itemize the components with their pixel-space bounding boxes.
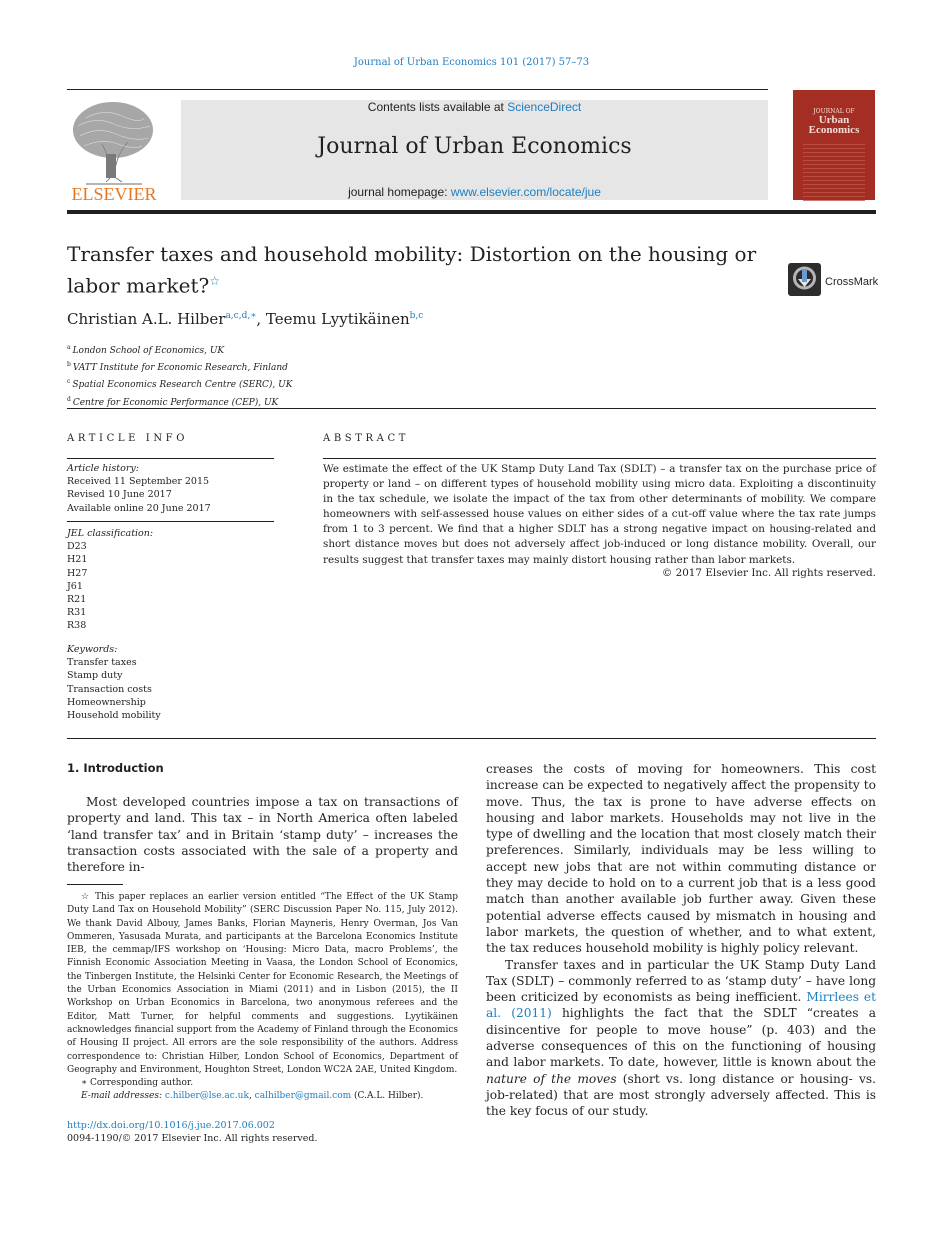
cover-title-line2: Economics bbox=[808, 124, 860, 136]
email-link-lse[interactable]: c.hilber@lse.ac.uk bbox=[164, 1091, 249, 1102]
keyword: Household mobility bbox=[67, 710, 161, 722]
article-info-heading: ARTICLE INFO bbox=[67, 433, 189, 444]
affiliation-d: $^d$ Centre for Economic Performance (CEP), UK bbox=[67, 395, 279, 408]
intro-paragraph-continued: creases the costs of moving for homeowners. This cost increase can be expected to negatively affect the propensity to move. Thus, the tax is prone to have adverse effects on housing and labor markets. Households may not live in the type of dwelling and the location that most closely match their preferences. Similarly, individuals may be less willing to accept new jobs that are not within commuting distance or they may decide to hold on to a current job that is a less good match than another available job further away. Given these potential adverse effects caused by mismatch in housing and labor markets, the question of whether, and to what extent, the tax reduces household mobility is highly policy relevant. bbox=[486, 762, 876, 956]
keyword: Transaction costs bbox=[67, 683, 152, 695]
crossmark-icon[interactable] bbox=[788, 263, 821, 296]
front-matter-rule bbox=[67, 408, 876, 409]
email-link-gmail[interactable]: calhilber@gmail.com bbox=[254, 1091, 352, 1102]
jel-code: H21 bbox=[67, 554, 88, 566]
section-heading-introduction: 1. Introduction bbox=[67, 761, 164, 775]
affiliations bbox=[67, 341, 292, 410]
cover-contents-lines bbox=[803, 141, 865, 201]
history-label: Article history: bbox=[67, 463, 139, 474]
elsevier-wordmark: ELSEVIER bbox=[71, 184, 157, 204]
online-date: Available online 20 June 2017 bbox=[67, 502, 211, 514]
doi-block bbox=[67, 1119, 318, 1145]
footnotes bbox=[67, 891, 458, 1104]
article-history bbox=[67, 462, 211, 515]
keyword: Transfer taxes bbox=[67, 657, 137, 669]
received-date: Received 11 September 2015 bbox=[67, 476, 210, 488]
jel-code: R31 bbox=[67, 607, 87, 619]
abstract-text: We estimate the effect of the UK Stamp Duty Land Tax (SDLT) – a transfer tax on the purchase price of property or land – on different types of household mobility using micro data. Exploiting a discontinuity in the tax schedule, we isolate the impact of the tax from other determinants of mobility. We compare homeowners with self-assessed house values on either sides of a cut-off value where the tax rate jumps from 1 to 3 percent. We find that a higher SDLT has a strong negative impact on housing-related and short distance moves but does not adversely affect job-induced or long distance mobility. Overall, our results suggest that transfer taxes may mainly distort housing rather than labor markets. bbox=[323, 463, 876, 566]
header-top-rule bbox=[67, 89, 768, 90]
cover-journal-of: JOURNAL OF bbox=[813, 108, 855, 115]
keywords bbox=[67, 643, 161, 722]
affiliation-a: $^a$ London School of Economics, UK bbox=[67, 344, 225, 356]
mirrlees-citation-link[interactable]: Mirrlees et al. (2011) bbox=[486, 990, 877, 1021]
article-info-rule bbox=[67, 458, 274, 459]
affiliation-c: $^c$ Spatial Economics Research Centre (SERC), UK bbox=[67, 378, 293, 391]
jel-label: JEL classification: bbox=[67, 528, 154, 539]
cover-title-line1: Urban bbox=[818, 114, 850, 126]
author-separator: , bbox=[256, 310, 266, 328]
title-footnote: ☆ This paper replaces an earlier version entitled “The Effect of the UK Stamp Duty Land Tax on Household Mobility” (SERC Discussion Paper No. 115, July 2012). We thank David Albouy, James Banks, Florian Mayneris, Henry Overman, Jos Van Ommeren, Yasusada Murata, and participants at the Barcelona Economics Institute IEB, the cemmap/IFS workshop on ‘Housing: Micro Data, macro Problems’, the Finnish Economic Association Meeting in Vaasa, the London School of Economics, the Tinbergen Institute, the Helsinki Center for Economic Research, the Meetings of the Urban Economics Association in Miami (2011) and in Lisbon (2015), the II Workshop on Urban Economics in Barcelona, two anonymous referees and the Editor, Matt Turner, for helpful comments and suggestions. Lyytikäinen acknowledges financial support from the Academy of Finland through the Economics of Housing II project. All errors are the sole responsibility of the authors. Address correspondence to: Christian Hilber, London School of Economics, Department of Geography and Environment, Houghton Street, London WC2A 2AE, United Kingdom. bbox=[67, 892, 459, 1075]
jel-code: J61 bbox=[67, 580, 83, 592]
homepage-prefix: journal homepage: bbox=[348, 185, 451, 199]
header-thick-rule bbox=[67, 210, 876, 214]
journal-cover-thumbnail[interactable] bbox=[793, 90, 875, 200]
author-lyytikainen: Teemu Lyytikäinen bbox=[265, 310, 410, 328]
email-addresses: E-mail addresses: c.hilber@lse.ac.uk, calhilber@gmail.com (C.A.L. Hilber). bbox=[81, 1091, 424, 1102]
abstract-rule bbox=[323, 458, 876, 459]
intro-column-right bbox=[486, 761, 876, 1120]
keyword: Stamp duty bbox=[67, 670, 123, 682]
revised-date: Revised 10 June 2017 bbox=[67, 489, 172, 501]
intro-paragraph-2: Transfer taxes and in particular the UK Stamp Duty Land Tax (SDLT) – commonly referred to as ‘stamp duty’ – have long been criticized by economists as being inefficient. Mirrlees et al. (2011) highlights the fact that the SDLT “creates a disincentive for people to move house” (p. 403) and the adverse consequences of this on the functioning of housing and labor markets. To date, however, little is known about the nature of the moves (short vs. long distance or housing- vs. job-related) that are most strongly adversely affected. This is the key focus of our study. bbox=[486, 957, 877, 1119]
jel-code: H27 bbox=[67, 567, 88, 579]
article-history-rule bbox=[67, 521, 274, 522]
jel-code: R21 bbox=[67, 594, 87, 606]
journal-homepage-link[interactable]: www.elsevier.com/locate/jue bbox=[450, 185, 601, 199]
keyword: Homeownership bbox=[67, 696, 146, 708]
affiliation-b: $^b$ VATT Institute for Economic Research, Finland bbox=[67, 361, 288, 374]
journal-citation-link[interactable]: Journal of Urban Economics 101 (2017) 57–73 bbox=[353, 57, 590, 68]
author-hilber: Christian A.L. Hilber bbox=[67, 310, 226, 328]
sciencedirect-link[interactable]: ScienceDirect bbox=[507, 100, 582, 114]
elsevier-logo bbox=[66, 96, 162, 204]
contents-prefix: Contents lists available at bbox=[367, 100, 508, 114]
crossmark-label[interactable]: CrossMark bbox=[825, 276, 879, 288]
intro-paragraph-left: Most developed countries impose a tax on transactions of property and land. This tax – in North America often labeled ‘land transfer tax’ and in Britain ‘stamp duty’ – increases the transaction costs associated with the sale of a property and therefore in- bbox=[67, 795, 458, 875]
issn-copyright: 0094-1190/© 2017 Elsevier Inc. All rights reserved. bbox=[67, 1133, 318, 1144]
journal-name: Journal of Urban Economics bbox=[317, 134, 632, 159]
body-top-rule bbox=[67, 738, 876, 739]
abstract-copyright: © 2017 Elsevier Inc. All rights reserved. bbox=[661, 567, 876, 579]
jel-classification bbox=[67, 527, 153, 633]
keywords-label: Keywords: bbox=[67, 644, 118, 655]
article-title bbox=[67, 241, 767, 300]
corresponding-author-mark[interactable]: ∗ bbox=[250, 311, 257, 321]
jel-code: R38 bbox=[67, 620, 87, 632]
footnote-rule bbox=[67, 884, 123, 885]
doi-link[interactable]: http://dx.doi.org/10.1016/j.jue.2017.06.002 bbox=[67, 1120, 275, 1131]
footnote-star-mark: ☆ bbox=[81, 892, 91, 902]
author1-affiliation-marks[interactable]: a,c,d, bbox=[225, 311, 251, 321]
author2-affiliation-marks[interactable]: b,c bbox=[409, 311, 424, 321]
contents-available-line bbox=[181, 100, 768, 114]
journal-homepage-line bbox=[181, 185, 768, 199]
author-list bbox=[67, 310, 423, 328]
title-footnote-star[interactable]: ☆ bbox=[209, 274, 221, 288]
jel-code: D23 bbox=[67, 541, 87, 553]
corresponding-author-note: ∗ Corresponding author. bbox=[81, 1078, 194, 1089]
article-title-text: Transfer taxes and household mobility: Distortion on the housing or labor market? bbox=[67, 242, 757, 298]
abstract-heading: ABSTRACT bbox=[323, 433, 409, 444]
